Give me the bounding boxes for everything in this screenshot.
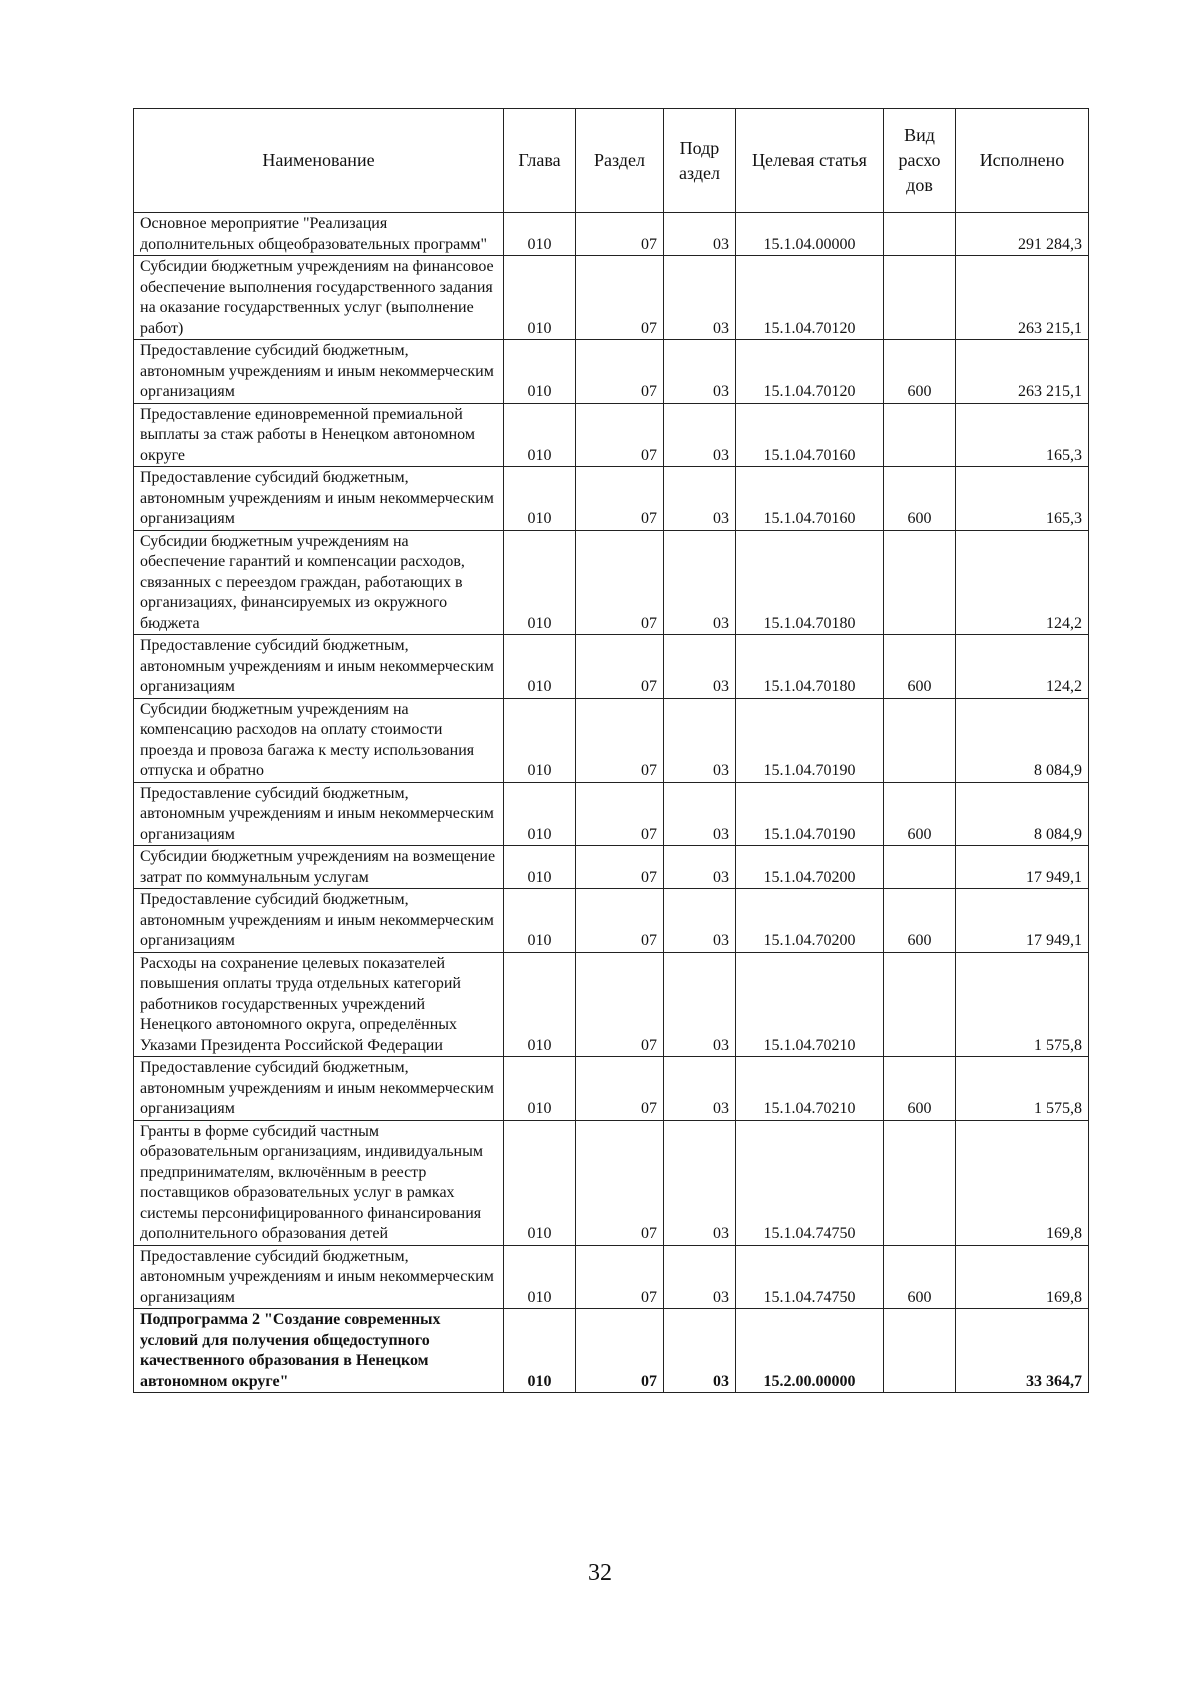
cell-section: 07	[576, 698, 664, 782]
cell-chapter: 010	[504, 1309, 576, 1393]
cell-subsection: 03	[664, 1245, 736, 1309]
header-subsection: Подр аздел	[664, 109, 736, 213]
cell-name: Субсидии бюджетным учреждениям на возмещение затрат по коммунальным услугам	[134, 846, 504, 889]
cell-type	[884, 1309, 956, 1393]
table-row	[134, 635, 1089, 699]
cell-article: 15.1.04.70200	[736, 846, 884, 889]
cell-subsection: 03	[664, 889, 736, 953]
cell-type: 600	[884, 782, 956, 846]
cell-executed: 33 364,7	[956, 1309, 1089, 1393]
table-row	[134, 256, 1089, 340]
cell-name: Подпрограмма 2 "Создание современных условий для получения общедоступного качественного образования в Ненецком автономном округе"	[134, 1309, 504, 1393]
cell-article: 15.1.04.70190	[736, 698, 884, 782]
cell-section: 07	[576, 1120, 664, 1245]
cell-executed: 165,3	[956, 467, 1089, 531]
header-name: Наименование	[134, 109, 504, 213]
cell-type: 600	[884, 1057, 956, 1121]
cell-type	[884, 952, 956, 1057]
header-target-article: Целевая статья	[736, 109, 884, 213]
cell-section: 07	[576, 403, 664, 467]
cell-chapter: 010	[504, 530, 576, 635]
header-chapter: Глава	[504, 109, 576, 213]
cell-article: 15.1.04.70190	[736, 782, 884, 846]
cell-subsection: 03	[664, 846, 736, 889]
cell-article: 15.1.04.00000	[736, 213, 884, 256]
cell-section: 07	[576, 1309, 664, 1393]
cell-executed: 263 215,1	[956, 256, 1089, 340]
table-row	[134, 403, 1089, 467]
cell-section: 07	[576, 1245, 664, 1309]
table-row	[134, 1057, 1089, 1121]
cell-section: 07	[576, 635, 664, 699]
header-executed: Исполнено	[956, 109, 1089, 213]
cell-chapter: 010	[504, 889, 576, 953]
cell-executed: 17 949,1	[956, 889, 1089, 953]
cell-executed: 124,2	[956, 530, 1089, 635]
header-row	[134, 109, 1089, 213]
cell-subsection: 03	[664, 467, 736, 531]
cell-executed: 17 949,1	[956, 846, 1089, 889]
cell-section: 07	[576, 952, 664, 1057]
cell-name: Субсидии бюджетным учреждениям на финансовое обеспечение выполнения государственного задания на оказание государственных услуг (выполнение работ)	[134, 256, 504, 340]
cell-chapter: 010	[504, 698, 576, 782]
cell-type	[884, 403, 956, 467]
cell-chapter: 010	[504, 256, 576, 340]
cell-subsection: 03	[664, 256, 736, 340]
table-row	[134, 698, 1089, 782]
cell-name: Предоставление единовременной премиальной выплаты за стаж работы в Ненецком автономном округе	[134, 403, 504, 467]
cell-name: Гранты в форме субсидий частным образовательным организациям, индивидуальным предпринимателям, включённым в реестр поставщиков образовательных услуг в рамках системы персонифицированного финансирования дополнительного образования детей	[134, 1120, 504, 1245]
subprogram-row	[134, 1309, 1089, 1393]
cell-name: Субсидии бюджетным учреждениям на обеспечение гарантий и компенсации расходов, связанных с переездом граждан, работающих в организациях, финансируемых из окружного бюджета	[134, 530, 504, 635]
cell-name: Предоставление субсидий бюджетным, автономным учреждениям и иным некоммерческим организациям	[134, 467, 504, 531]
cell-name: Предоставление субсидий бюджетным, автономным учреждениям и иным некоммерческим организациям	[134, 635, 504, 699]
cell-article: 15.1.04.70160	[736, 467, 884, 531]
cell-article: 15.1.04.70160	[736, 403, 884, 467]
cell-article: 15.1.04.70210	[736, 952, 884, 1057]
cell-article: 15.1.04.70180	[736, 530, 884, 635]
cell-executed: 1 575,8	[956, 952, 1089, 1057]
cell-subsection: 03	[664, 1057, 736, 1121]
table-row	[134, 952, 1089, 1057]
cell-subsection: 03	[664, 952, 736, 1057]
cell-subsection: 03	[664, 1309, 736, 1393]
cell-section: 07	[576, 1057, 664, 1121]
cell-chapter: 010	[504, 403, 576, 467]
cell-type: 600	[884, 340, 956, 404]
cell-executed: 291 284,3	[956, 213, 1089, 256]
cell-subsection: 03	[664, 213, 736, 256]
cell-executed: 169,8	[956, 1120, 1089, 1245]
cell-article: 15.1.04.70120	[736, 256, 884, 340]
cell-type	[884, 530, 956, 635]
cell-type: 600	[884, 889, 956, 953]
cell-article: 15.1.04.74750	[736, 1245, 884, 1309]
cell-section: 07	[576, 213, 664, 256]
cell-type	[884, 256, 956, 340]
cell-article: 15.1.04.70180	[736, 635, 884, 699]
cell-article: 15.1.04.70200	[736, 889, 884, 953]
cell-executed: 8 084,9	[956, 782, 1089, 846]
cell-subsection: 03	[664, 340, 736, 404]
cell-chapter: 010	[504, 213, 576, 256]
cell-name: Предоставление субсидий бюджетным, автономным учреждениям и иным некоммерческим организациям	[134, 1245, 504, 1309]
cell-chapter: 010	[504, 635, 576, 699]
cell-name: Расходы на сохранение целевых показателей повышения оплаты труда отдельных категорий работников государственных учреждений Ненецкого автономного округа, определённых Указами Президента Российской Федерации	[134, 952, 504, 1057]
cell-type: 600	[884, 1245, 956, 1309]
cell-chapter: 010	[504, 1120, 576, 1245]
cell-subsection: 03	[664, 530, 736, 635]
cell-section: 07	[576, 846, 664, 889]
table-row	[134, 467, 1089, 531]
table-row	[134, 889, 1089, 953]
cell-type	[884, 846, 956, 889]
cell-subsection: 03	[664, 782, 736, 846]
table-row	[134, 530, 1089, 635]
cell-section: 07	[576, 256, 664, 340]
cell-chapter: 010	[504, 1245, 576, 1309]
cell-executed: 169,8	[956, 1245, 1089, 1309]
header-section: Раздел	[576, 109, 664, 213]
cell-executed: 165,3	[956, 403, 1089, 467]
cell-chapter: 010	[504, 782, 576, 846]
cell-section: 07	[576, 340, 664, 404]
cell-name: Основное мероприятие "Реализация дополнительных общеобразовательных программ"	[134, 213, 504, 256]
cell-subsection: 03	[664, 403, 736, 467]
cell-name: Предоставление субсидий бюджетным, автономным учреждениям и иным некоммерческим организациям	[134, 1057, 504, 1121]
cell-name: Предоставление субсидий бюджетным, автономным учреждениям и иным некоммерческим организациям	[134, 889, 504, 953]
cell-type: 600	[884, 467, 956, 531]
cell-executed: 124,2	[956, 635, 1089, 699]
cell-executed: 8 084,9	[956, 698, 1089, 782]
budget-table	[133, 108, 1089, 1393]
cell-section: 07	[576, 889, 664, 953]
cell-section: 07	[576, 467, 664, 531]
cell-chapter: 010	[504, 952, 576, 1057]
cell-subsection: 03	[664, 1120, 736, 1245]
cell-name: Предоставление субсидий бюджетным, автономным учреждениям и иным некоммерческим организациям	[134, 782, 504, 846]
cell-article: 15.2.00.00000	[736, 1309, 884, 1393]
cell-chapter: 010	[504, 846, 576, 889]
cell-chapter: 010	[504, 340, 576, 404]
cell-subsection: 03	[664, 698, 736, 782]
cell-chapter: 010	[504, 467, 576, 531]
cell-executed: 1 575,8	[956, 1057, 1089, 1121]
cell-article: 15.1.04.70120	[736, 340, 884, 404]
cell-type: 600	[884, 635, 956, 699]
cell-section: 07	[576, 530, 664, 635]
page-number: 32	[588, 1560, 612, 1586]
cell-type	[884, 698, 956, 782]
cell-section: 07	[576, 782, 664, 846]
table-row	[134, 1120, 1089, 1245]
cell-type	[884, 1120, 956, 1245]
table-row	[134, 782, 1089, 846]
table-row	[134, 213, 1089, 256]
table-row	[134, 340, 1089, 404]
cell-article: 15.1.04.70210	[736, 1057, 884, 1121]
cell-subsection: 03	[664, 635, 736, 699]
cell-type	[884, 213, 956, 256]
cell-name: Предоставление субсидий бюджетным, автономным учреждениям и иным некоммерческим организациям	[134, 340, 504, 404]
table-row	[134, 846, 1089, 889]
table-row	[134, 1245, 1089, 1309]
cell-name: Субсидии бюджетным учреждениям на компенсацию расходов на оплату стоимости проезда и провоза багажа к месту использования отпуска и обратно	[134, 698, 504, 782]
cell-executed: 263 215,1	[956, 340, 1089, 404]
cell-chapter: 010	[504, 1057, 576, 1121]
cell-article: 15.1.04.74750	[736, 1120, 884, 1245]
header-expense-type: Вид расхо дов	[884, 109, 956, 213]
